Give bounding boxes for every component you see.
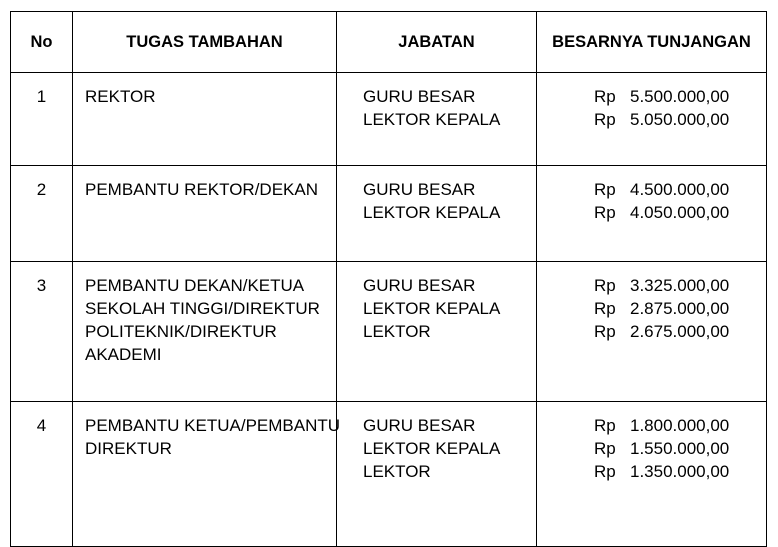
allowance-line [537,437,766,460]
task-cell [73,73,337,166]
position-line: LEKTOR [363,462,431,481]
table-row [11,402,767,547]
header-position: JABATAN [337,12,537,73]
allowance-amount: 3.325.000,00 [630,276,730,295]
allowance-line [537,178,766,201]
position-line: LEKTOR KEPALA [363,203,501,222]
currency-label: Rp [594,322,616,341]
task-cell [73,262,337,402]
table-header [11,12,767,73]
currency-label: Rp [594,439,616,458]
position-line: GURU BESAR [363,416,476,435]
allowance-line [537,297,766,320]
allowance-line [537,414,766,437]
allowance-amount: 5.050.000,00 [630,110,730,129]
task-line: DIREKTUR [85,439,172,458]
task-line: PEMBANTU KETUA/PEMBANTU [85,416,341,435]
header-row [11,12,767,73]
allowance-line [537,201,766,224]
currency-label: Rp [594,203,616,222]
task-line: AKADEMI [85,345,162,364]
position-line: LEKTOR KEPALA [363,110,501,129]
table-row [11,73,767,166]
currency-label: Rp [594,276,616,295]
position-cell [337,73,537,166]
row-number: 3 [11,262,73,402]
allowance-amount: 5.500.000,00 [630,87,730,106]
currency-label: Rp [594,462,616,481]
position-line: LEKTOR KEPALA [363,439,501,458]
allowance-line [537,108,766,131]
allowance-line [537,274,766,297]
task-line: POLITEKNIK/DIREKTUR [85,322,277,341]
allowance-amount: 4.050.000,00 [630,203,730,222]
currency-label: Rp [594,180,616,199]
task-line: SEKOLAH TINGGI/DIREKTUR [85,299,320,318]
row-number: 1 [11,73,73,166]
currency-label: Rp [594,87,616,106]
position-line: GURU BESAR [363,87,476,106]
header-task: TUGAS TAMBAHAN [73,12,337,73]
allowance-cell [537,166,767,262]
task-line: PEMBANTU REKTOR/DEKAN [85,180,319,199]
task-line: PEMBANTU DEKAN/KETUA [85,276,305,295]
allowance-amount: 2.875.000,00 [630,299,730,318]
header-no: No [11,12,73,73]
position-cell [337,262,537,402]
table-row [11,262,767,402]
allowance-amount: 4.500.000,00 [630,180,730,199]
position-line: GURU BESAR [363,180,476,199]
allowance-line [537,85,766,108]
position-cell [337,402,537,547]
allowance-line [537,320,766,343]
row-number: 2 [11,166,73,262]
position-cell [337,166,537,262]
allowance-table [10,11,767,547]
currency-label: Rp [594,299,616,318]
position-line: LEKTOR KEPALA [363,299,501,318]
currency-label: Rp [594,416,616,435]
task-line: REKTOR [85,87,156,106]
currency-label: Rp [594,110,616,129]
allowance-amount: 1.350.000,00 [630,462,730,481]
position-line: GURU BESAR [363,276,476,295]
task-cell [73,166,337,262]
allowance-line [537,460,766,483]
allowance-cell [537,402,767,547]
row-number: 4 [11,402,73,547]
allowance-cell [537,73,767,166]
table-row [11,166,767,262]
allowance-amount: 1.550.000,00 [630,439,730,458]
position-line: LEKTOR [363,322,431,341]
allowance-amount: 2.675.000,00 [630,322,730,341]
allowance-amount: 1.800.000,00 [630,416,730,435]
task-cell [73,402,341,547]
table-body [11,73,767,547]
header-allowance: BESARNYA TUNJANGAN [537,12,767,73]
allowance-cell [537,262,767,402]
